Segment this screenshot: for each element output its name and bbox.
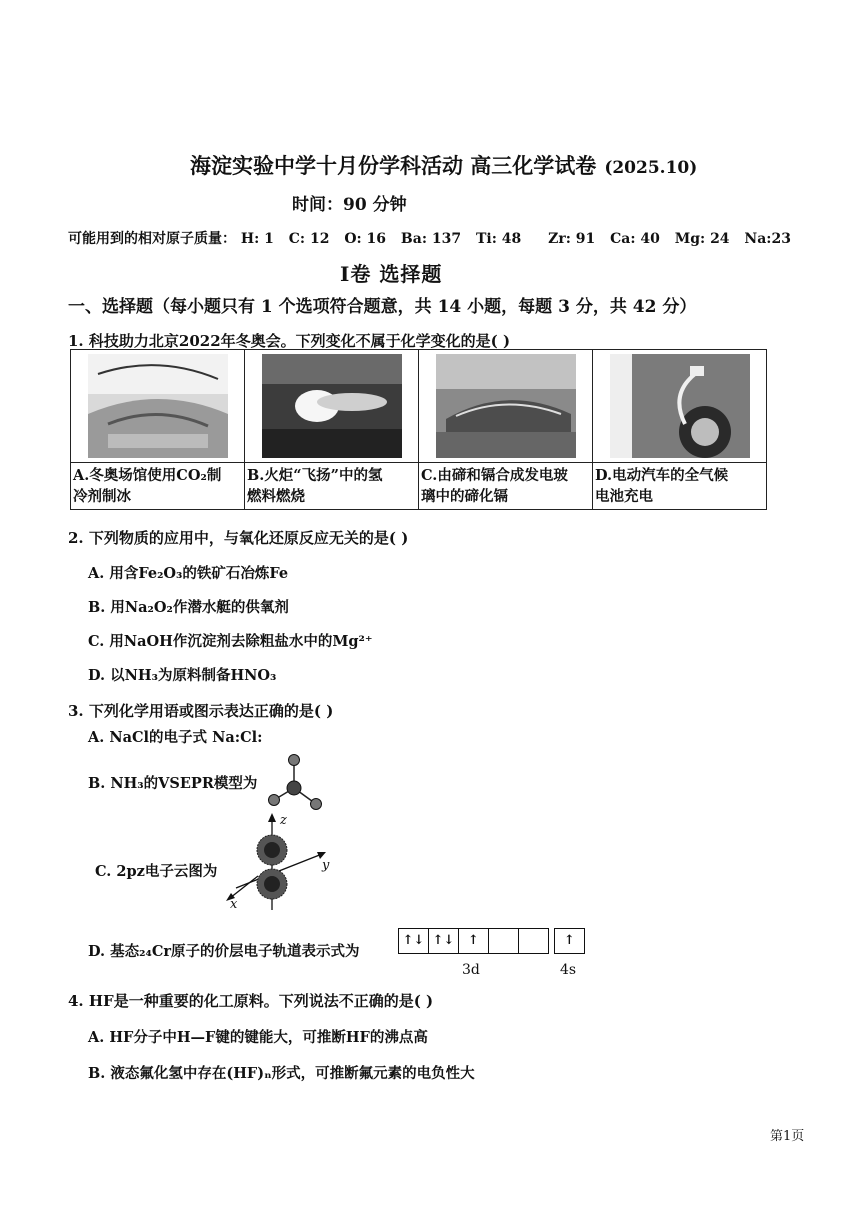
solar-glass-photo-icon [436,354,576,458]
q1-option-d [593,463,767,510]
q3-option-a: A. NaCl的电子式 Na:Cl: [88,729,263,746]
mass-item: Na:23 [744,231,791,247]
section-instruction: 一、选择题（每小题只有 1 个选项符合题意，共 14 小题，每题 3 分，共 42 分） [68,297,697,317]
mass-item: Zr: 91 [548,231,596,247]
q1-option-b [245,463,419,510]
mass-item: Mg: 24 [674,231,730,247]
orbital-diagram-4s [554,928,585,954]
option-c-line2: 璃中的碲化镉 [421,488,508,505]
x-axis-label: x [230,897,238,912]
question-4-stem: 4. HF是一种重要的化工原料。下列说法不正确的是( ) [68,992,434,1010]
masses-label: 可能用到的相对原子质量： [68,231,236,247]
mass-item: H: 1 [240,231,274,247]
option-c-line1: C.由碲和镉合成发电玻 [421,467,568,484]
exam-date: (2025.10) [604,158,698,178]
mass-item: Ti: 48 [475,231,522,247]
atomic-masses [68,228,801,248]
q2-option-c: C. 用NaOH作沉淀剂去除粗盐水中的Mg²⁺ [88,633,373,650]
option-b-line1: B.火炬“飞扬”中的氢 [247,467,383,484]
orbital-box: ↑ [554,928,585,954]
option-d-line2: 电池充电 [595,488,653,505]
q4-option-b: B. 液态氟化氢中存在(HF)ₙ形式，可推断氟元素的电负性大 [88,1065,475,1082]
q3-option-d: D. 基态₂₄Cr原子的价层电子轨道表示式为 [88,943,360,960]
question-1-table [70,349,767,510]
orbital-box [489,928,519,954]
section-title: Ⅰ卷 选择题 [340,262,443,286]
orbital-diagram-3d [398,928,549,954]
mass-item: C: 12 [288,231,330,247]
q1-image-cell-a [71,350,245,463]
q2-option-d: D. 以NH₃为原料制备HNO₃ [88,667,277,684]
exam-title [190,150,697,180]
q1-option-c [419,463,593,510]
option-b-line2: 燃料燃烧 [247,488,305,505]
orbital-label-4s: 4s [560,962,577,978]
q1-image-cell-d [593,350,767,463]
question-3-stem: 3. 下列化学用语或图示表达正确的是( ) [68,702,334,720]
vsepr-tetrahedral-model-icon [262,750,332,812]
title-text: 海淀实验中学十月份学科活动 高三化学试卷 [190,153,597,178]
option-d-line1: D.电动汽车的全气候 [595,467,729,484]
option-a-line1: A.冬奥场馆使用CO₂制 [73,467,222,484]
ev-charging-photo-icon [610,354,750,458]
question-2-stem: 2. 下列物质的应用中，与氧化还原反应无关的是( ) [68,529,409,547]
question-1-stem: 1. 科技助力北京2022年冬奥会。下列变化不属于化学变化的是( ) [68,332,511,350]
orbital-box [519,928,549,954]
q3-option-b: B. NH₃的VSEPR模型为 [88,775,258,792]
torch-flame-photo-icon [262,354,402,458]
orbital-label-3d: 3d [462,962,480,978]
q3-option-c: C. 2pz电子云图为 [95,863,218,880]
orbital-box: ↑ [459,928,489,954]
mass-item: O: 16 [344,231,387,247]
mass-item: Ca: 40 [610,231,660,247]
q1-image-cell-b [245,350,419,463]
q1-image-cell-c [419,350,593,463]
y-axis-label: y [322,858,330,873]
page-number: 第1页 [770,1129,805,1144]
q2-option-a: A. 用含Fe₂O₃的铁矿石冶炼Fe [88,565,289,582]
exam-time: 时间：90 分钟 [292,195,407,215]
q4-option-a: A. HF分子中H—F键的键能大，可推断HF的沸点高 [88,1029,428,1046]
z-axis-label: z [280,813,287,828]
stadium-photo-icon [88,354,228,458]
option-a-line2: 冷剂制冰 [73,488,131,505]
orbital-box: ↑↓ [429,928,459,954]
mass-item: Ba: 137 [400,231,462,247]
orbital-box: ↑↓ [398,928,429,954]
q2-option-b: B. 用Na₂O₂作潜水艇的供氧剂 [88,599,289,616]
q1-option-a [71,463,245,510]
